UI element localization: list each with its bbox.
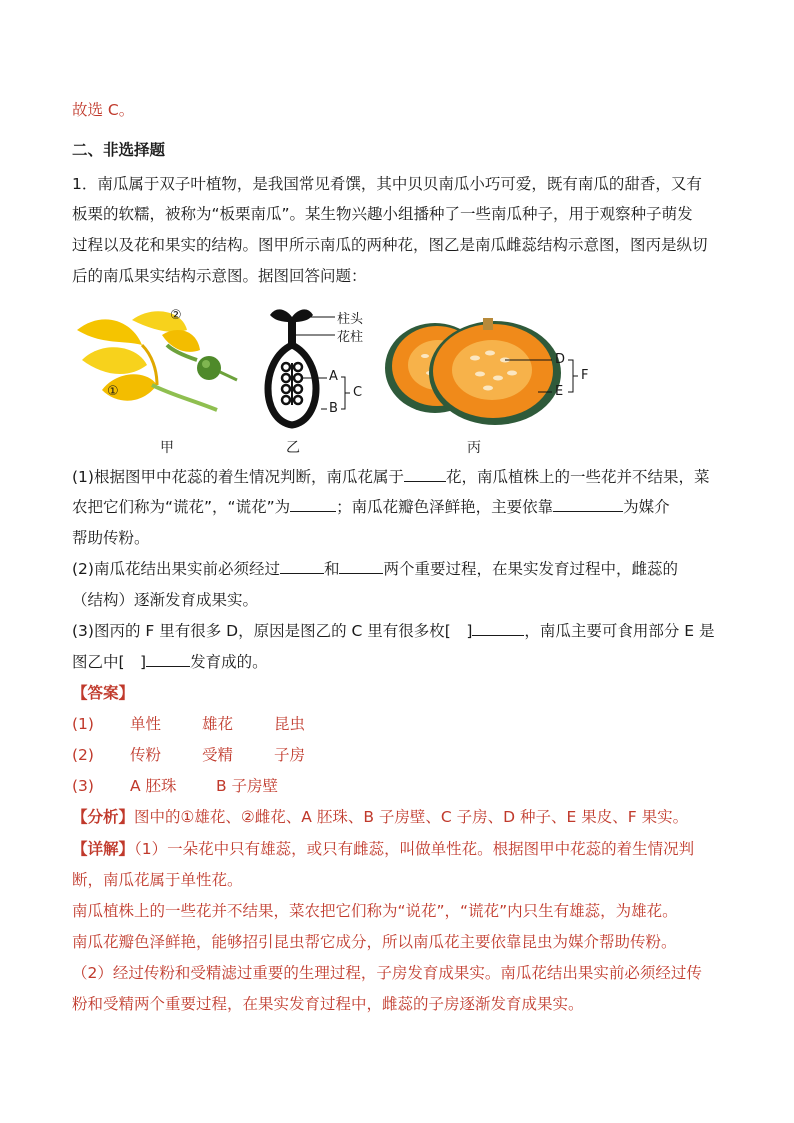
q1-line-1 (72, 466, 722, 488)
detail-text-1: （1）一朵花中只有雄蕊，或只有雌蕊，叫做单性花。根据图甲中花蕊的着生情况判 (134, 840, 695, 858)
q2-line-1 (72, 558, 722, 580)
q1-text-a: (1)根据图甲中花蕊的着生情况判断，南瓜花属于 (72, 468, 404, 486)
figure-yi-caption: 乙 (286, 440, 300, 456)
answer-3-item-2: B 子房壁 (216, 777, 279, 795)
figure-bing-caption: 丙 (467, 440, 481, 456)
q2-text-b: 和 (323, 560, 340, 578)
figure-jia-label-2: ② (170, 308, 182, 323)
answer-2-item-1: 传粉 (130, 746, 162, 764)
answer-row-3 (72, 775, 722, 797)
analysis-line (72, 806, 722, 828)
figure-bing-label-e: E (555, 384, 564, 399)
question-line-3: 过程以及花和果实的结构。图甲所示南瓜的两种花，图乙是南瓜雌蕊结构示意图，图丙是纵切 (72, 236, 708, 254)
q3-blank-2 (146, 652, 190, 667)
q3-text-b: ，南瓜主要可食用部分 E 是 (524, 622, 715, 640)
figure-jia-caption: 甲 (160, 440, 174, 456)
analysis-label: 【分析】 (72, 808, 135, 826)
q3-line-2 (72, 651, 722, 673)
q3-text-a: (3)图丙的 F 里有很多 D，原因是图乙的 C 里有很多枚[ ] (72, 622, 473, 640)
answer-row-2 (72, 744, 722, 766)
answer-2-item-2: 受精 (202, 746, 234, 764)
q1-text-c: 农把它们称为“谎花”，“谎花”为 (72, 498, 291, 516)
detail-line-4: 南瓜花瓣色泽鲜艳，能够招引昆虫帮它成分，所以南瓜花主要依靠昆虫为媒介帮助传粉。 (72, 933, 677, 951)
figure-bing-label-d: D (555, 352, 566, 367)
question-line-4: 后的南瓜果实结构示意图。据图回答问题： (72, 267, 367, 285)
q1-blank-2 (290, 497, 336, 512)
q1-text-b: 花，南瓜植株上的一些花并不结果，菜 (445, 468, 710, 486)
figure-yi-label-b: B (329, 401, 338, 416)
detail-line-2: 断，南瓜花属于单性花。 (72, 871, 243, 889)
q1-text-e: 为媒介 (623, 498, 670, 516)
q1-blank-1 (404, 467, 446, 482)
answer-1-item-3: 昆虫 (274, 715, 306, 733)
q1-text-d: ；南瓜花瓣色泽鲜艳，主要依靠 (336, 498, 554, 516)
detail-line-6: 粉和受精两个重要过程，在果实发育过程中，雌蕊的子房逐渐发育成果实。 (72, 995, 584, 1013)
detail-line-3: 南瓜植株上的一些花并不结果，菜农把它们称为“说花”，“谎花”内只生有雄蕊，为雄花。 (72, 902, 678, 920)
answer-row-1 (72, 713, 722, 735)
q1-line-3: 帮助传粉。 (72, 529, 150, 547)
figure-jia-pumpkin-flowers (72, 300, 242, 420)
figure-jia-label-1: ① (107, 384, 119, 399)
answer-3-num: (3) (72, 777, 94, 795)
q2-text-c: 两个重要过程，在果实发育过程中，雌蕊的 (383, 560, 678, 578)
q3-text-c: 图乙中[ ] (72, 653, 147, 671)
figure-yi-label-zhutou: 柱头 (337, 312, 364, 327)
detail-line-1 (72, 838, 722, 860)
previous-answer: 故选 C。 (72, 101, 135, 119)
q3-text-d: 发育成的。 (190, 653, 268, 671)
analysis-text: 图中的①雄花、②雌花、A 胚珠、B 子房壁、C 子房、D 种子、E 果皮、F 果实。 (134, 808, 689, 826)
figure-yi-pistil-diagram (255, 305, 375, 430)
detail-label: 【详解】 (72, 840, 135, 858)
figure-yi-label-huazhu: 花柱 (337, 330, 364, 345)
q1-line-2 (72, 496, 722, 518)
detail-line-5: （2）经过传粉和受精滤过重要的生理过程，子房发育成果实。南瓜花结出果实前必须经过传 (72, 964, 702, 982)
figure-bing-label-f: F (581, 368, 589, 383)
question-line-1: 1．南瓜属于双子叶植物，是我国常见肴馔，其中贝贝南瓜小巧可爱，既有南瓜的甜香，又有 (72, 175, 702, 193)
answer-1-num: (1) (72, 715, 94, 733)
q3-blank-1 (472, 621, 524, 636)
question-line-2: 板栗的软糯，被称为“板栗南瓜”。某生物兴趣小组播种了一些南瓜种子，用于观察种子萌发 (72, 205, 693, 223)
answer-1-item-2: 雄花 (202, 715, 234, 733)
q2-text-a: (2)南瓜花结出果实前必须经过 (72, 560, 280, 578)
figure-yi-label-a: A (329, 369, 338, 384)
q1-blank-3 (553, 497, 623, 512)
figure-bing-pumpkin-section (380, 308, 610, 428)
q2-blank-1 (280, 559, 324, 574)
answer-2-num: (2) (72, 746, 94, 764)
q2-blank-2 (339, 559, 383, 574)
answer-1-item-1: 单性 (130, 715, 162, 733)
q2-line-2: （结构）逐渐发育成果实。 (72, 591, 259, 609)
section-title: 二、非选择题 (72, 141, 166, 159)
answer-3-item-1: A 胚珠 (130, 777, 177, 795)
answer-label: 【答案】 (72, 684, 135, 702)
q3-line-1 (72, 620, 722, 642)
figure-yi-label-c: C (353, 385, 363, 400)
answer-2-item-3: 子房 (274, 746, 306, 764)
